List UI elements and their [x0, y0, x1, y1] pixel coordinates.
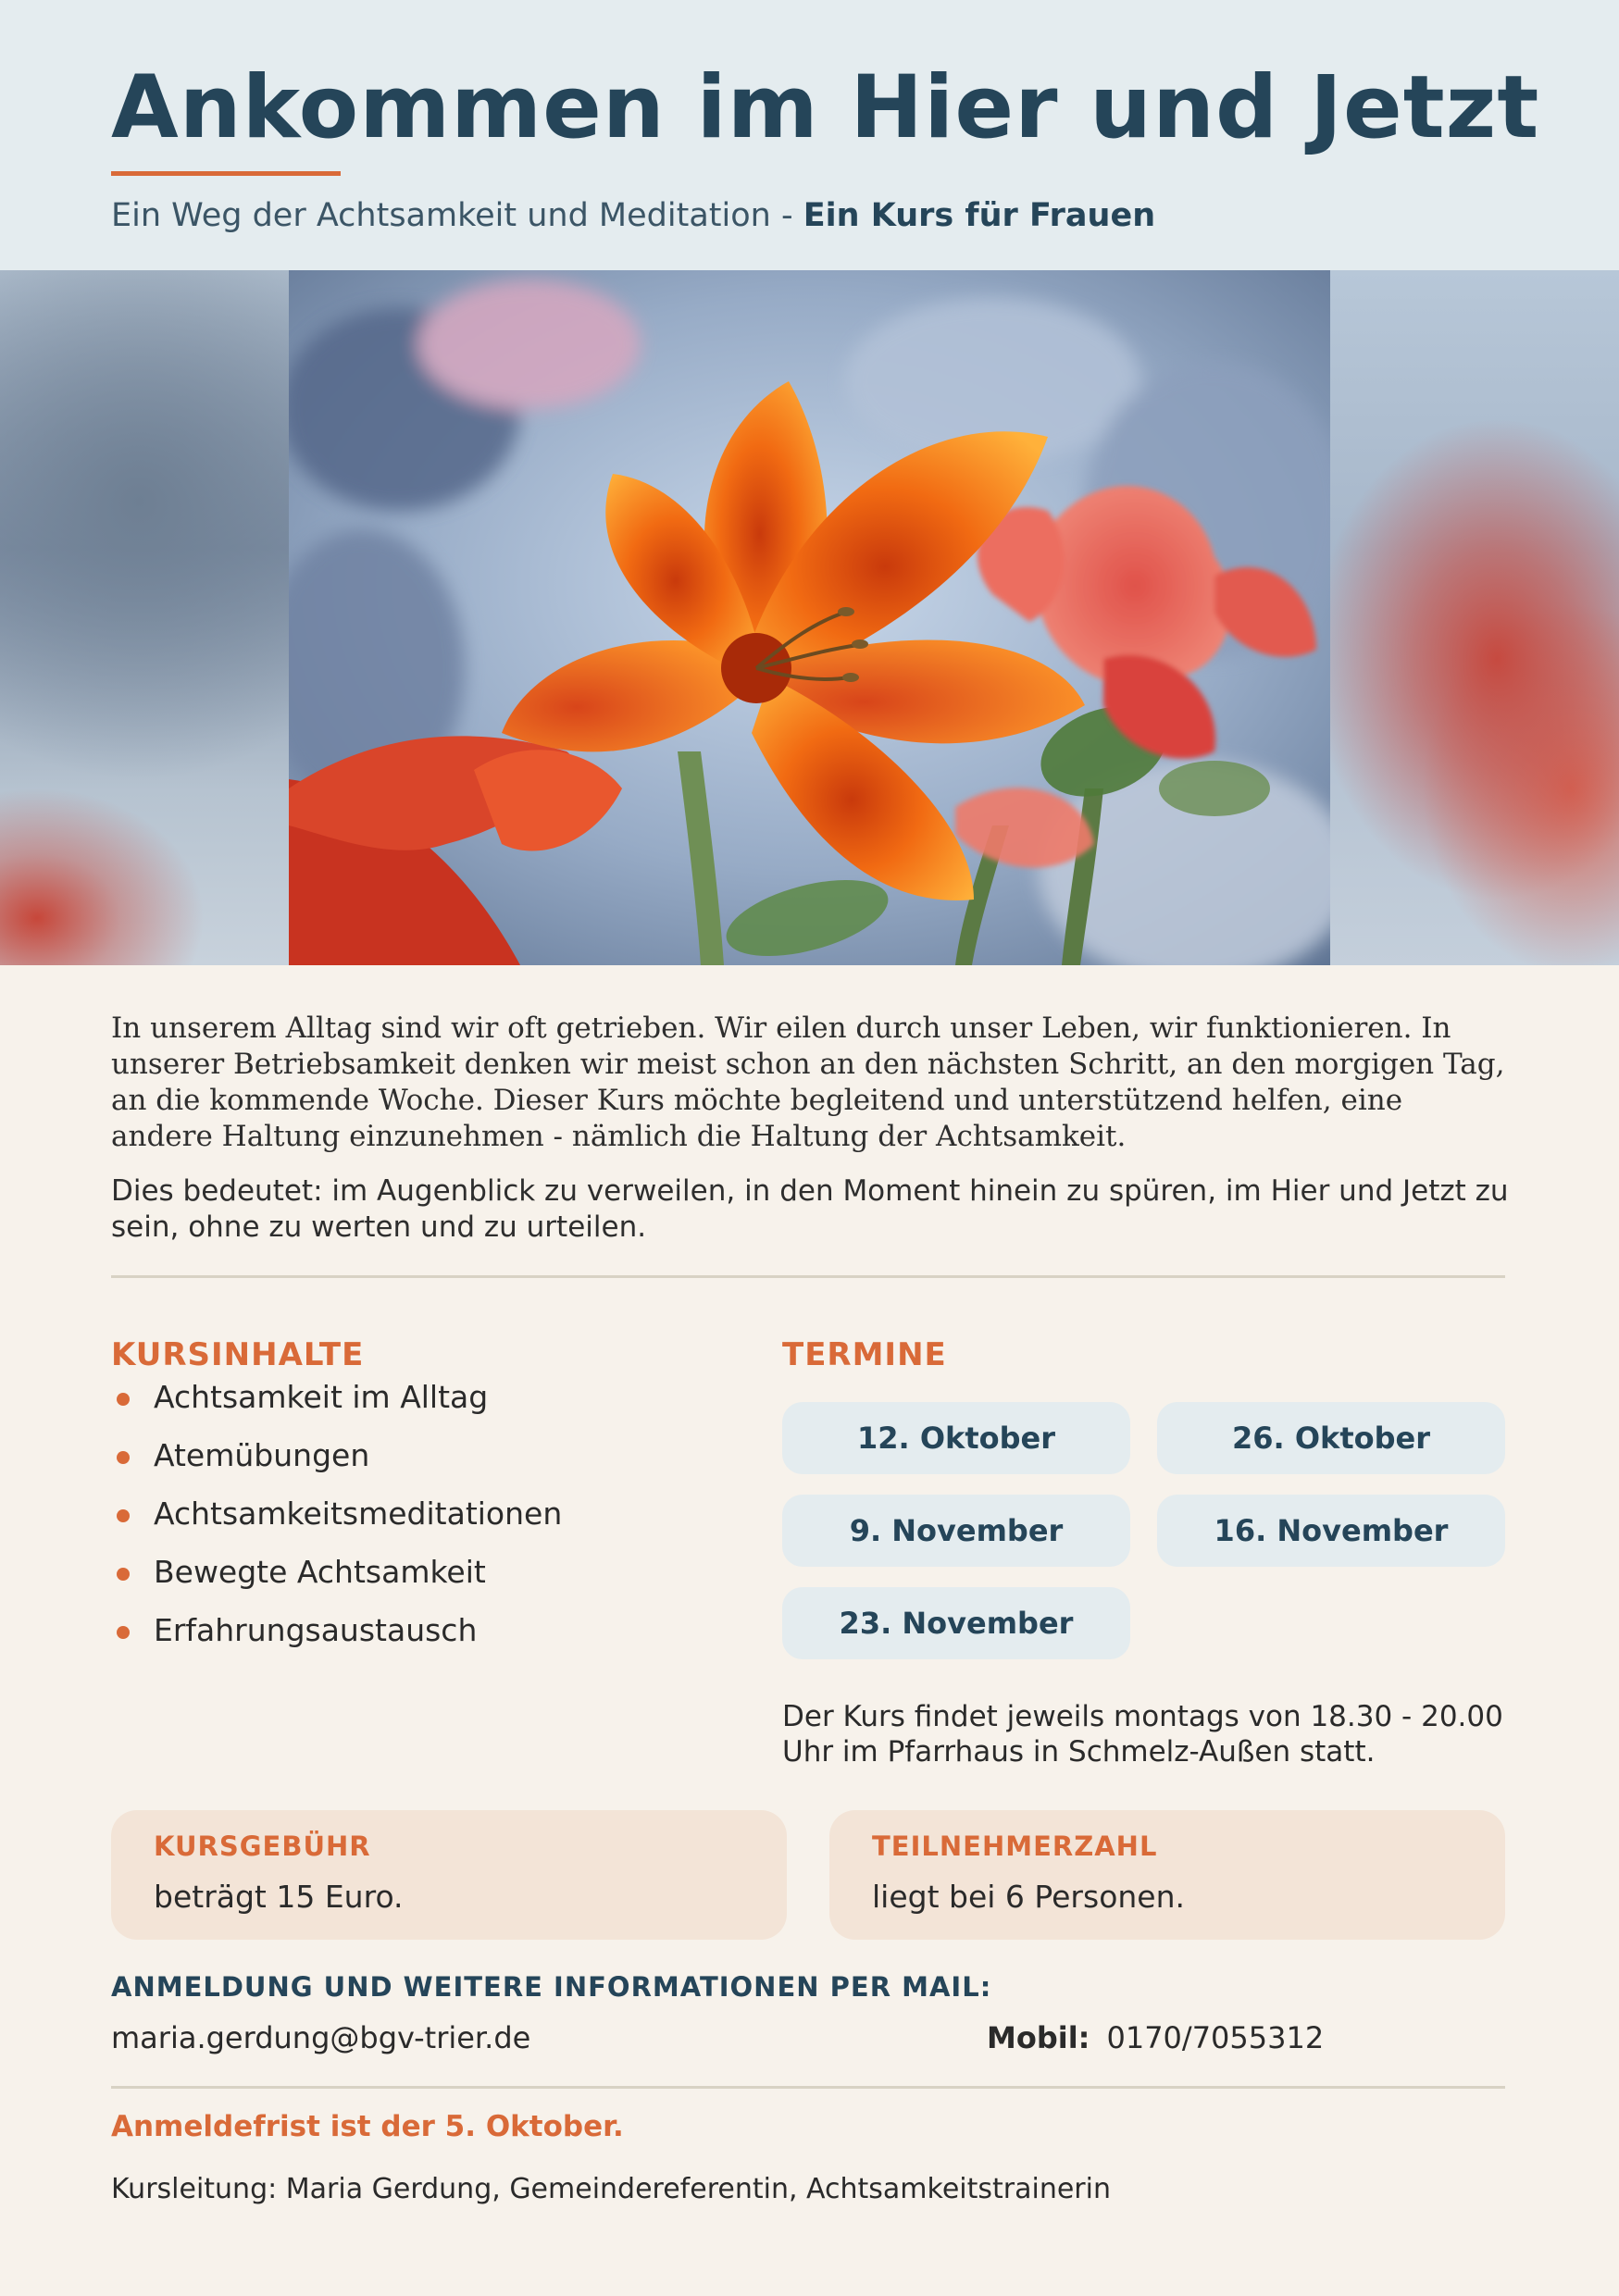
email-link[interactable]: maria.gerdung@bgv-trier.de [111, 2020, 531, 2055]
intro-paragraph: In unserem Alltag sind wir oft getrieben. Wir eilen durch unser Leben, wir funktionieren. In unserer Betriebsamkeit denken wir meist schon an den nächsten Schritt, an den morgigen Tag, an die kommende Woche. Dieser Kurs möchte begleitend und unterstützend helfen, eine andere Haltung einzunehmen - nämlich die Haltung der Achtsamkeit. [111, 1011, 1505, 1153]
subtitle-bold: Ein Kurs für Frauen [803, 197, 1156, 234]
subtitle-plain: Ein Weg der Achtsamkeit und Meditation - [111, 197, 803, 234]
list-item [111, 1554, 562, 1612]
bullet-dot [117, 1509, 130, 1522]
date-chip: 23. November [782, 1587, 1130, 1659]
list-item-label: Erfahrungsaustausch [154, 1612, 478, 1648]
list-item [111, 1496, 562, 1554]
hero-image [0, 270, 1619, 965]
kursleitung-text: Kursleitung: Maria Gerdung, Gemeindereferentin, Achtsamkeitstrainerin [111, 2173, 1111, 2205]
list-item-label: Bewegte Achtsamkeit [154, 1554, 486, 1590]
contact-heading: ANMELDUNG UND WEITERE INFORMATIONEN PER MAIL: [111, 1971, 992, 2003]
title-underline [111, 171, 341, 176]
divider [111, 2086, 1505, 2089]
list-item-label: Achtsamkeitsmeditationen [154, 1496, 563, 1532]
teilnehmerzahl-card [829, 1810, 1505, 1940]
kursgebuehr-title: KURSGEBÜHR [154, 1831, 371, 1862]
list-item [111, 1379, 562, 1437]
mobil-label: Mobil: [987, 2020, 1090, 2055]
bullet-dot [117, 1393, 130, 1406]
mobil-number[interactable]: 0170/7055312 [1106, 2020, 1325, 2055]
deadline-text: Anmeldefrist ist der 5. Oktober. [111, 2110, 624, 2143]
date-chip: 12. Oktober [782, 1402, 1130, 1474]
kursgebuehr-card [111, 1810, 787, 1940]
date-chip: 9. November [782, 1495, 1130, 1567]
mobil-line [987, 2020, 1324, 2055]
kursinhalte-heading: KURSINHALTE [111, 1336, 365, 1373]
bullet-dot [117, 1451, 130, 1464]
date-chip: 16. November [1157, 1495, 1505, 1567]
flower-photo [289, 270, 1330, 965]
hero-blur-left [0, 270, 289, 965]
header-band [0, 0, 1619, 270]
termine-heading: TERMINE [782, 1336, 947, 1373]
hero-blur-right [1330, 270, 1619, 965]
teilnehmerzahl-title: TEILNEHMERZAHL [872, 1831, 1158, 1862]
list-item [111, 1612, 562, 1670]
bullet-dot [117, 1626, 130, 1639]
page-title: Ankommen im Hier und Jetzt [111, 57, 1540, 158]
list-item-label: Achtsamkeit im Alltag [154, 1379, 489, 1415]
list-item-label: Atemübungen [154, 1437, 370, 1473]
bullet-dot [117, 1568, 130, 1581]
list-item [111, 1437, 562, 1496]
intro-paragraph-2: Dies bedeutet: im Augenblick zu verweilen, in den Moment hinein zu spüren, im Hier und Jetzt zu sein, ohne zu werten und zu urteilen. [111, 1174, 1509, 1244]
divider [111, 1275, 1505, 1278]
kursgebuehr-value: beträgt 15 Euro. [154, 1879, 404, 1915]
termine-note: Der Kurs findet jeweils montags von 18.30 - 20.00 Uhr im Pfarrhaus in Schmelz-Außen statt. [782, 1700, 1503, 1769]
kursinhalte-list [111, 1379, 562, 1670]
date-chip: 26. Oktober [1157, 1402, 1505, 1474]
teilnehmerzahl-value: liegt bei 6 Personen. [872, 1879, 1186, 1915]
subtitle [111, 194, 1155, 237]
